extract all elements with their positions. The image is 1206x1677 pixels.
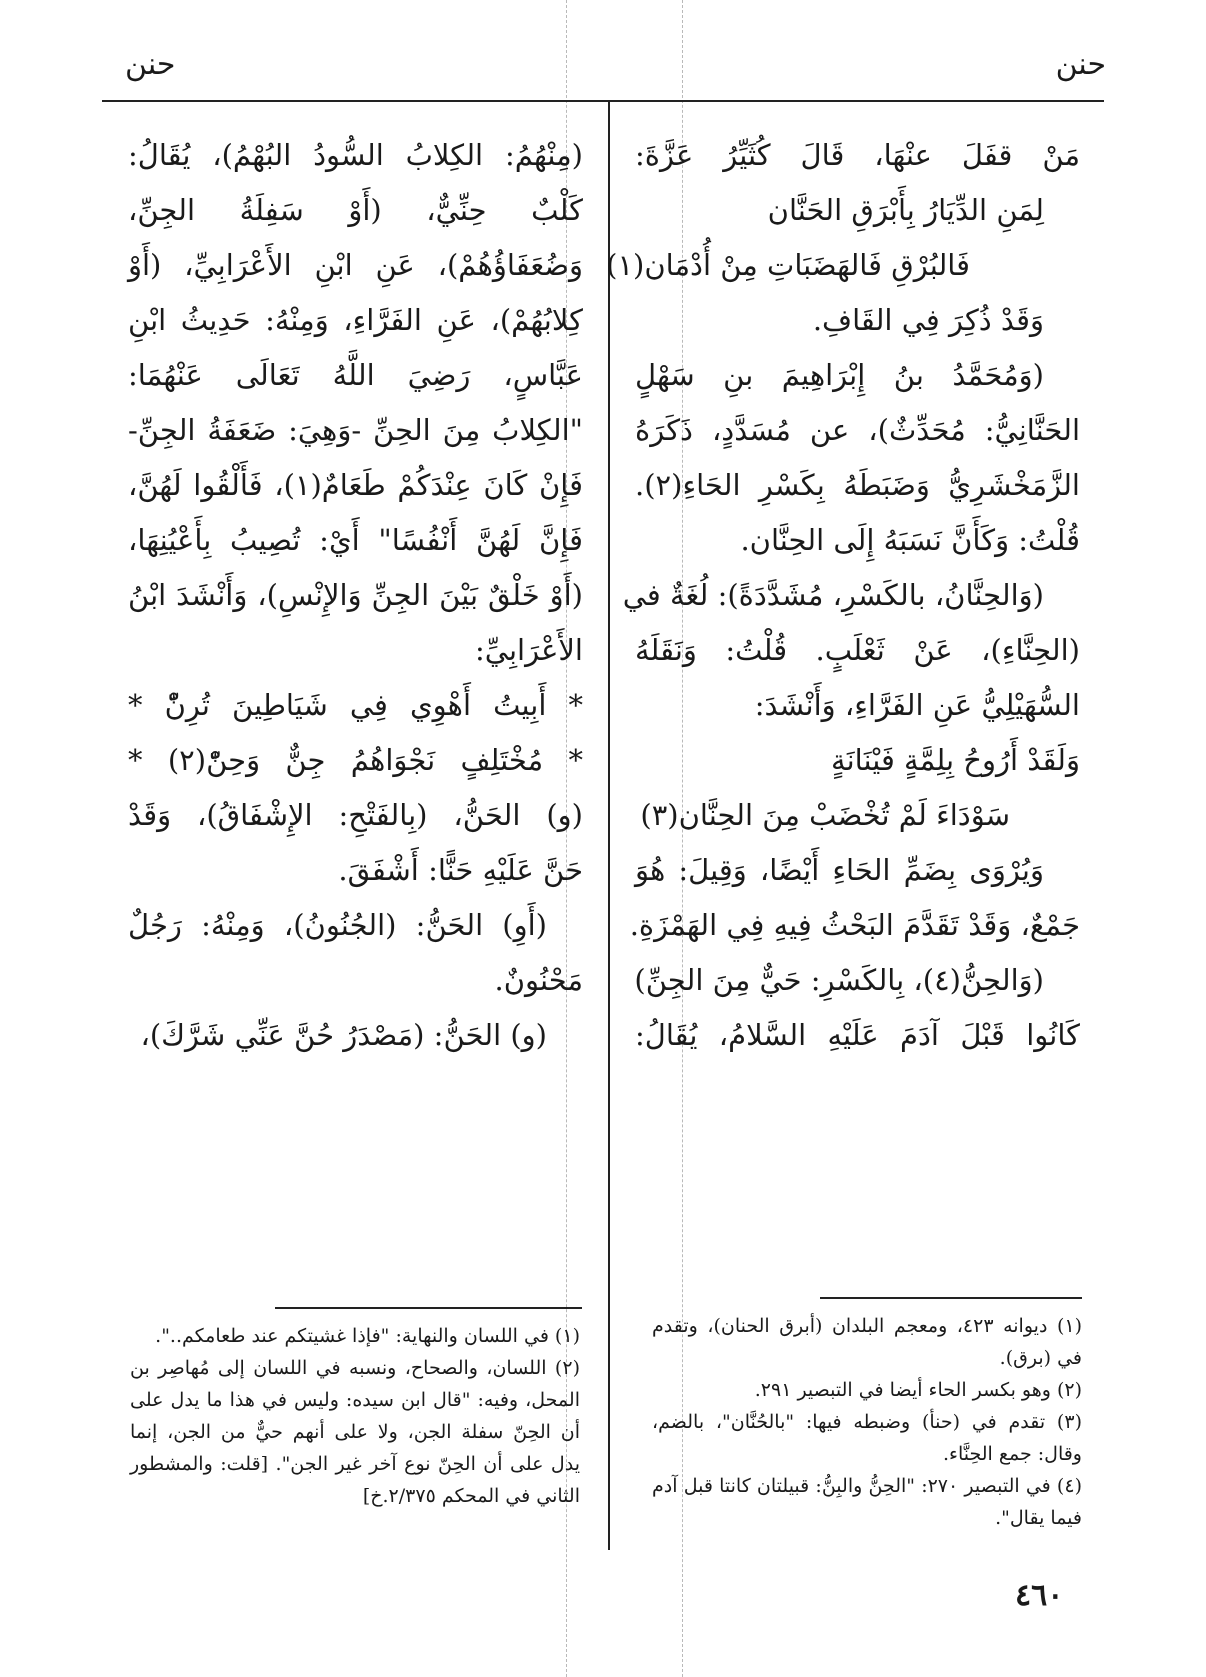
footnote-line: أن الحِنّ سفلة الجن، ولا على أنهم حيٌّ من الجن، إنما — [130, 1421, 580, 1443]
footnote-rule — [275, 1307, 582, 1309]
footnote-line: وقال: جمع الحِنَّاء. — [942, 1443, 1082, 1465]
text-line: السُّهَيْلِيُّ عَنِ الفَرَّاءِ، وَأَنْشَدَ: — [754, 688, 1080, 722]
text-line: مَنْ قفَلَ عنْهَا، قَالَ كُثَيِّرُ عَزَّةَ: — [635, 138, 1080, 172]
text-line: حَنَّ عَلَيْهِ حَنًّا: أَشْفَقَ. — [338, 853, 583, 887]
text-line: جَمْعٌ، وَقَدْ تَقَدَّمَ البَحْثُ فِيهِ فِي الهَمْزَةِ. — [629, 908, 1080, 942]
text-line: (وَالحِنُّ(٤)، بِالكَسْرِ: حَيٌّ مِنَ الجِنِّ) — [634, 963, 1044, 997]
text-line: وَقَدْ ذُكِرَ فِي القَافِ. — [812, 303, 1044, 337]
right-footnotes — [652, 1310, 1082, 1534]
text-line: الأَعْرَابِيِّ: — [475, 633, 583, 667]
text-line: (وَمُحَمَّدُ بنُ إِبْرَاهِيمَ بنِ سَهْلٍ — [635, 358, 1044, 392]
footnote-rule — [820, 1297, 1082, 1299]
verse-line: * أَبِيتُ أَهْوِي فِي شَيَاطِينَ تُرِنّْ * — [128, 688, 583, 722]
footnote-line: (٢) وهو بكسر الحاء أيضا في التبصير ٢٩١. — [754, 1379, 1082, 1401]
verse-line: * مُخْتَلِفٍ نَجْوَاهُمُ جِنٌّ وَحِنّْ(٢) * — [128, 743, 583, 777]
text-line: (أَوْ خَلْقٌ بَيْنَ الجِنِّ وَالإِنْسِ)، وَأَنْشَدَ ابْنُ — [128, 578, 583, 612]
page-number: ٤٦٠ — [1015, 1578, 1064, 1613]
column-divider — [608, 100, 610, 1550]
text-line: فَإِنَّ لَهُنَّ أَنْفُسًا" أَيْ: تُصِيبُ بِأَعْيُنِهَا، — [128, 523, 583, 557]
verse-line: لِمَنِ الدِّيَارُ بِأَبْرَقِ الحَنَّان — [767, 193, 1044, 227]
text-line: فَإِنْ كَانَ عِنْدَكُمْ طَعَامٌ(١)، فَأَلْقُوا لَهُنَّ، — [128, 468, 583, 502]
footnote-line: (٤) في التبصير ٢٧٠: "الحِنُّ والبِنُّ: قبيلتان كانتا قبل آدم — [652, 1475, 1082, 1497]
verse-line: سَوْدَاءَ لَمْ تُخْضَبْ مِنَ الحِنَّان(٣) — [640, 798, 1010, 832]
text-line: (و) الحَنُّ، (بِالفَتْحِ: الإِشْفَاقُ)، وَقَدْ — [128, 798, 583, 832]
footnote-line: في (برق). — [999, 1347, 1082, 1369]
text-line: الحَنَّانِيُّ: مُحَدِّثٌ)، عن مُسَدَّدٍ، ذَكَرَهُ — [635, 413, 1080, 447]
text-line: مَحْنُونٌ. — [494, 963, 583, 997]
left-column — [128, 128, 583, 1063]
text-line: (وَالحِنَّانُ، بالكَسْرِ، مُشَدَّدَةً): لُغَةٌ في — [622, 578, 1044, 612]
verse-line: وَلَقَدْ أَرُوحُ بِلِمَّةٍ فَيْنَانَةٍ — [831, 743, 1080, 777]
footnote-line: (١) ديوانه ٤٢٣، ومعجم البلدان (أبرق الحنان)، وتقدم — [652, 1315, 1082, 1337]
text-line: قُلْتُ: وَكَأَنَّ نَسَبَهُ إِلَى الحِنَّان. — [740, 523, 1080, 557]
text-line: (و) الحَنُّ: (مَصْدَرُ حُنَّ عَنِّي شَرَّكَ)، — [140, 1018, 547, 1052]
text-line: وَضُعَفَاؤُهُمْ)، عَنِ ابْنِ الأَعْرَابِيِّ، (أَوْ — [128, 248, 583, 282]
footnote-line: الثاني في المحكم ٢/٣٧٥.خ] — [362, 1485, 580, 1507]
footnote-line: (٢) اللسان، والصحاح، ونسبه في اللسان إلى مُهاصِر بن — [130, 1357, 580, 1379]
text-line: الزَّمَخْشَرِيُّ وَضَبَطَهُ بِكَسْرِ الحَاءِ(٢). — [635, 468, 1080, 502]
footnote-line: (٣) تقدم في (حنأ) وضبطه فيها: "بالحُنَّان"، بالضم، — [652, 1411, 1082, 1433]
footnote-line: (١) في اللسان والنهاية: "فإذا غشيتكم عند طعامكم..". — [155, 1325, 580, 1347]
footnote-line: المحل، وفيه: "قال ابن سيده: وليس في هذا ما يدل على — [130, 1389, 580, 1411]
running-header-left: حنن — [125, 47, 176, 82]
text-line: كَلْبٌ حِنِّيٌّ، (أَوْ سَفِلَةُ الجِنِّ، — [128, 193, 583, 227]
verse-line: فَالبُرْقِ فَالهَضَبَاتِ مِنْ أُدْمَان(١) — [606, 248, 970, 282]
running-header-right: حنن — [1055, 47, 1106, 82]
text-line: عَبَّاسٍ، رَضِيَ اللَّهُ تَعَالَى عَنْهُمَا: — [128, 358, 583, 392]
text-line: كِلابُهُمْ)، عَنِ الفَرَّاءِ، وَمِنْهُ: حَدِيثُ ابْنِ — [128, 303, 583, 337]
header-rule — [102, 100, 1104, 102]
text-line: "الكِلابُ مِنَ الحِنِّ -وَهِيَ: ضَعَفَةُ الجِنِّ- — [128, 413, 583, 447]
left-footnotes — [130, 1320, 580, 1512]
text-line: (مِنْهُمُ: الكِلابُ السُّودُ البُهْمُ)، يُقَالُ: — [128, 138, 583, 172]
footnote-line: فيما يقال". — [995, 1507, 1082, 1529]
text-line: وَيُرْوَى بِضَمِّ الحَاءِ أَيْضًا، وَقِيلَ: هُوَ — [635, 853, 1044, 887]
text-line: (الحِنَّاءِ)، عَنْ ثَعْلَبٍ. قُلْتُ: وَنَقَلَهُ — [635, 633, 1080, 667]
right-column — [606, 128, 1080, 1063]
footnote-line: يدل على أن الحِنّ نوع آخر غير الجن". [قلت: والمشطور — [130, 1453, 580, 1475]
text-line: (أَوِ) الحَنُّ: (الجُنُونُ)، وَمِنْهُ: رَجُلٌ — [128, 908, 547, 942]
text-line: كَانُوا قَبْلَ آدَمَ عَلَيْهِ السَّلامُ، يُقَالُ: — [635, 1018, 1080, 1052]
